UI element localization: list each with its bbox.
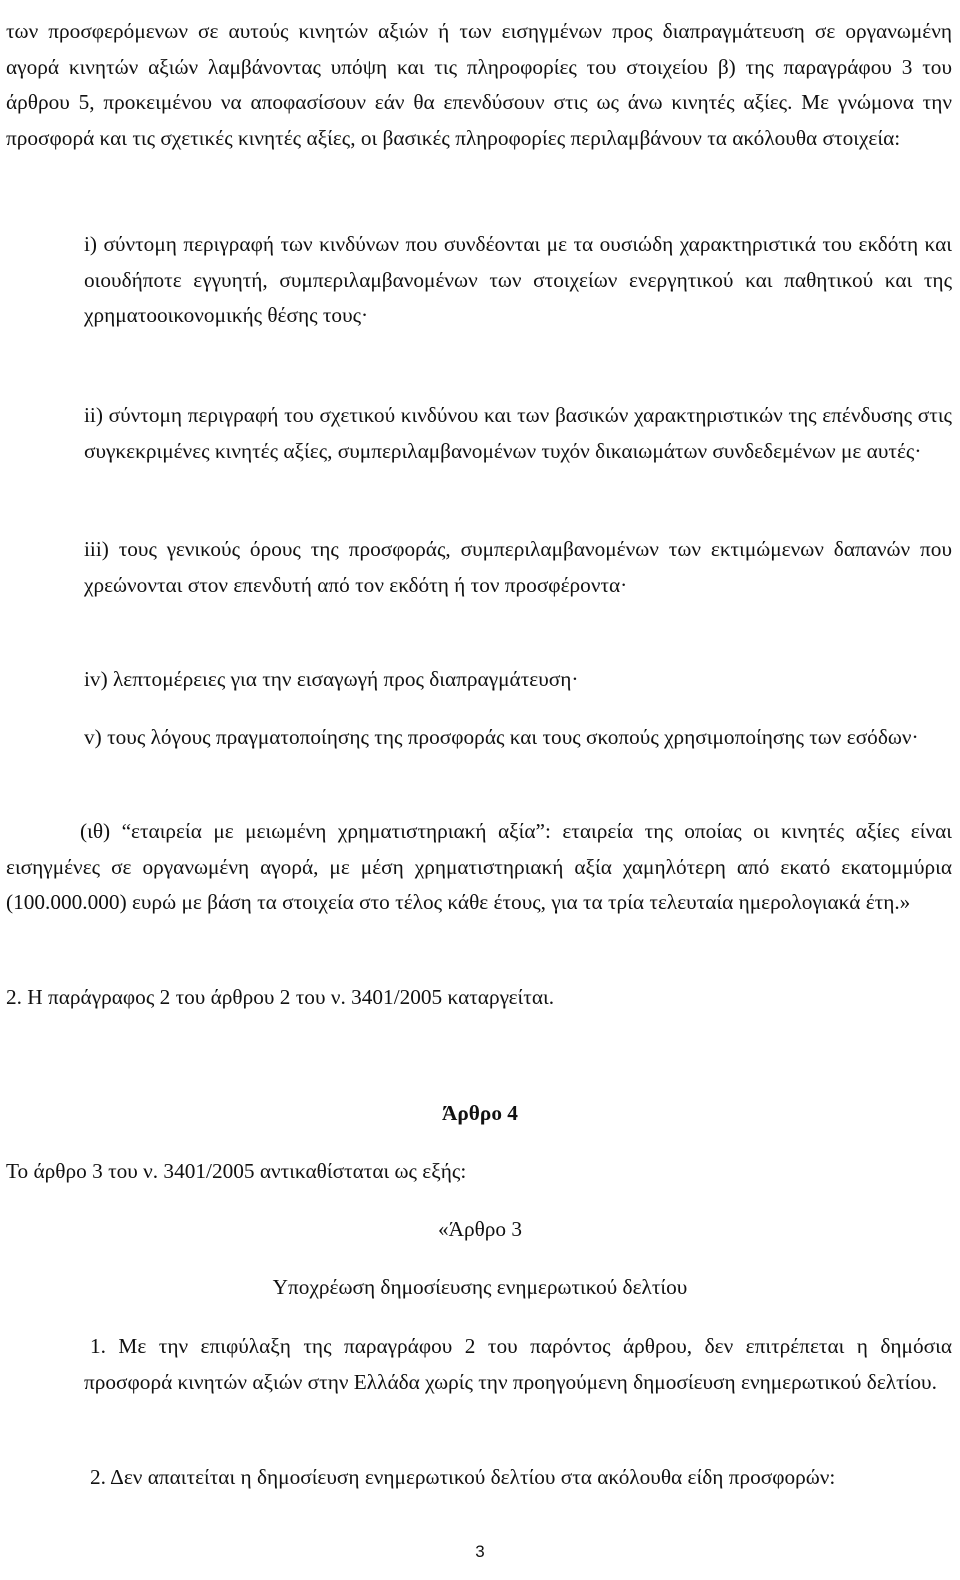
list-item: i) σύντομη περιγραφή των κινδύνων που συνδέονται με τα ουσιώδη χαρακτηριστικά του εκδότη και οιουδήποτε εγγυητή, συμπεριλαμβανομένων των στοιχείων ενεργητικού και παθητικού και της χρηματοοικονομικής θέσης τους· (84, 232, 952, 327)
paragraph-1: 1. Με την επιφύλαξη της παραγράφου 2 του παρόντος άρθρου, δεν επιτρέπεται η δημόσια προσφορά κινητών αξιών στην Ελλάδα χωρίς την προηγούμενη δημοσίευση ενημερωτικού δελτίου. (84, 1334, 952, 1394)
article-intro: Το άρθρο 3 του ν. 3401/2005 αντικαθίσταται ως εξής: (6, 1159, 467, 1183)
repeal-line: 2. Η παράγραφος 2 του άρθρου 2 του ν. 3401/2005 καταργείται. (6, 985, 555, 1009)
list-item: iii) τους γενικούς όρους της προσφοράς, συμπεριλαμβανομένων των εκτιμώμενων δαπανών που χρεώνονται στον επενδυτή από τον εκδότη ή τον προσφέροντα· (84, 537, 952, 597)
list-item: iv) λεπτομέρειες για την εισαγωγή προς διαπραγμάτευση· (84, 667, 579, 691)
page-number: 3 (475, 1542, 485, 1561)
list-item: v) τους λόγους πραγματοποίησης της προσφοράς και τους σκοπούς χρησιμοποίησης των εσόδων· (84, 725, 919, 749)
list-item: ii) σύντομη περιγραφή του σχετικού κινδύνου και των βασικών χαρακτηριστικών της επένδυσης στις συγκεκριμένες κινητές αξίες, συμπεριλαμβανομένων τυχόν δικαιωμάτων συνδεδεμένων με αυτές· (84, 403, 952, 463)
intro-paragraph: των προσφερόμενων σε αυτούς κινητών αξιών ή των εισηγμένων προς διαπραγμάτευση σε οργανωμένη αγορά κινητών αξιών λαμβάνοντας υπόψη και τις πληροφορίες του στοιχείου β) της παραγράφου 3 του άρθρου 5, προκειμένου να αποφασίσουν εάν θα επενδύσουν στις ως άνω κινητές αξίες. Με γνώμονα την προσφορά και τις σχετικές κινητές αξίες, οι βασικές πληροφορίες περιλαμβάνουν τα ακόλουθα στοιχεία: (6, 19, 952, 150)
article-heading: Άρθρο 4 (442, 1101, 518, 1125)
quoted-article-title: Υποχρέωση δημοσίευσης ενημερωτικού δελτίου (272, 1275, 688, 1299)
paragraph-2: 2. Δεν απαιτείται η δημοσίευση ενημερωτικού δελτίου στα ακόλουθα είδη προσφορών: (90, 1465, 836, 1489)
quoted-article-heading: «Άρθρο 3 (437, 1217, 523, 1241)
definition-paragraph: (ιθ) “εταιρεία με μειωμένη χρηματιστηριακή αξία”: εταιρεία της οποίας οι κινητές αξίες είναι εισηγμένες σε οργανωμένη αγορά, με μέση χρηματιστηριακή αξία χαμηλότερη από εκατό εκατομμύρια (100.000.000) ευρώ με βάση τα στοιχεία στο τέλος κάθε έτους, για τα τρία τελευταία ημερολογιακά έτη.» (6, 819, 952, 914)
